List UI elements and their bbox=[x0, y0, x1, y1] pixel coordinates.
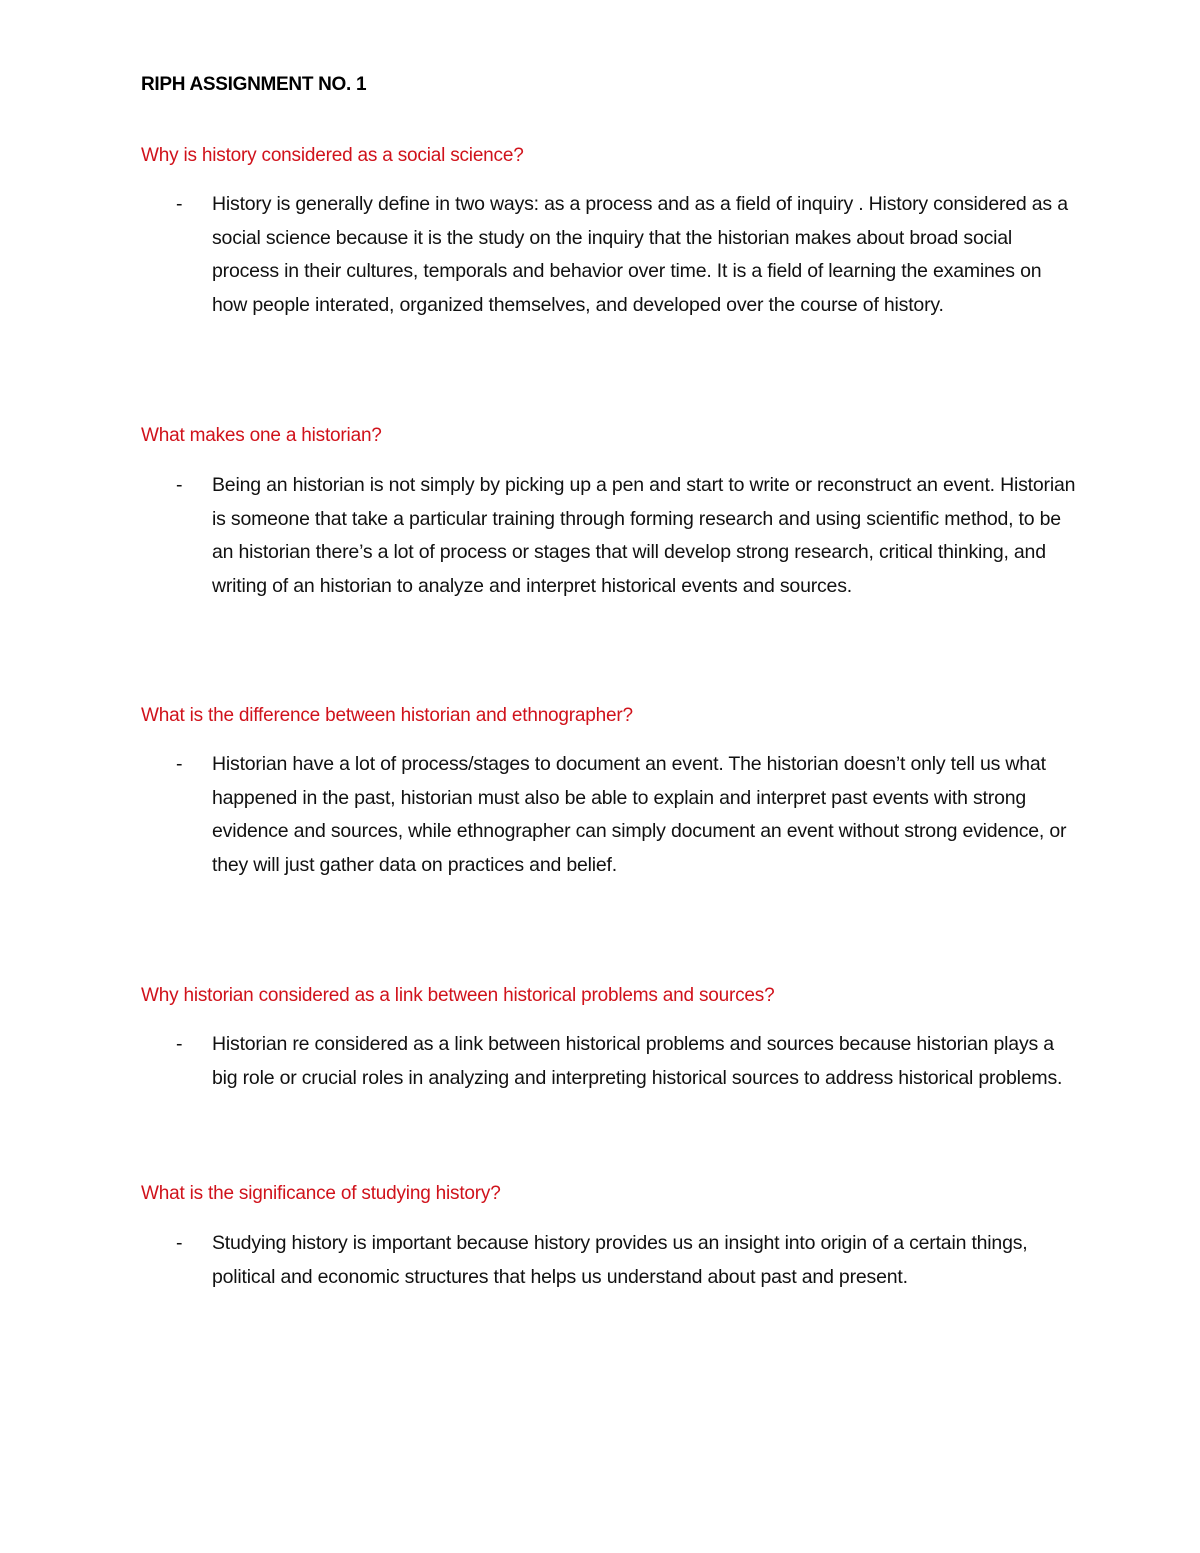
answer-4 bbox=[176, 1028, 1076, 1095]
question-3: What is the difference between historian and ethnographer? bbox=[141, 705, 633, 726]
question-4: Why historian considered as a link between historical problems and sources? bbox=[141, 985, 775, 1006]
answer-1-text: History is generally define in two ways: as a process and as a field of inquiry . History considered as a social science because it is the study on the inquiry that the historian makes about broad social process in their cultures, temporals and behavior over time. It is a field of learning the examines on how people interated, organized themselves, and developed over the course of history. bbox=[212, 193, 1068, 316]
answer-5-text: Studying history is important because history provides us an insight into origin of a certain things, political and economic structures that helps us understand about past and present. bbox=[212, 1232, 1028, 1288]
question-5: What is the significance of studying history? bbox=[141, 1183, 501, 1204]
answer-3-text: Historian have a lot of process/stages to document an event. The historian doesn’t only tell us what happened in the past, historian must also be able to explain and interpret past events with strong evidence and sources, while ethnographer can simply document an event without strong evidence, or they will just gather data on practices and belief. bbox=[212, 753, 1067, 876]
answer-2-text: Being an historian is not simply by picking up a pen and start to write or reconstruct an event. Historian is someone that take a particular training through forming research and using scientific method, to be an historian there’s a lot of process or stages that will develop strong research, critical thinking, and writing of an historian to analyze and interpret historical events and sources. bbox=[212, 474, 1076, 597]
bullet-dash: - bbox=[176, 193, 183, 215]
question-2: What makes one a historian? bbox=[141, 425, 382, 446]
answer-2 bbox=[176, 469, 1076, 603]
answer-1 bbox=[176, 188, 1076, 322]
bullet-dash: - bbox=[176, 1232, 183, 1254]
bullet-dash: - bbox=[176, 474, 183, 496]
bullet-dash: - bbox=[176, 753, 183, 775]
question-1: Why is history considered as a social science? bbox=[141, 145, 524, 166]
bullet-dash: - bbox=[176, 1033, 183, 1055]
answer-5 bbox=[176, 1227, 1076, 1294]
answer-3 bbox=[176, 748, 1076, 882]
answer-4-text: Historian re considered as a link between historical problems and sources because historian plays a big role or crucial roles in analyzing and interpreting historical sources to address historical problems. bbox=[212, 1033, 1063, 1089]
document-title: RIPH ASSIGNMENT NO. 1 bbox=[141, 74, 367, 95]
